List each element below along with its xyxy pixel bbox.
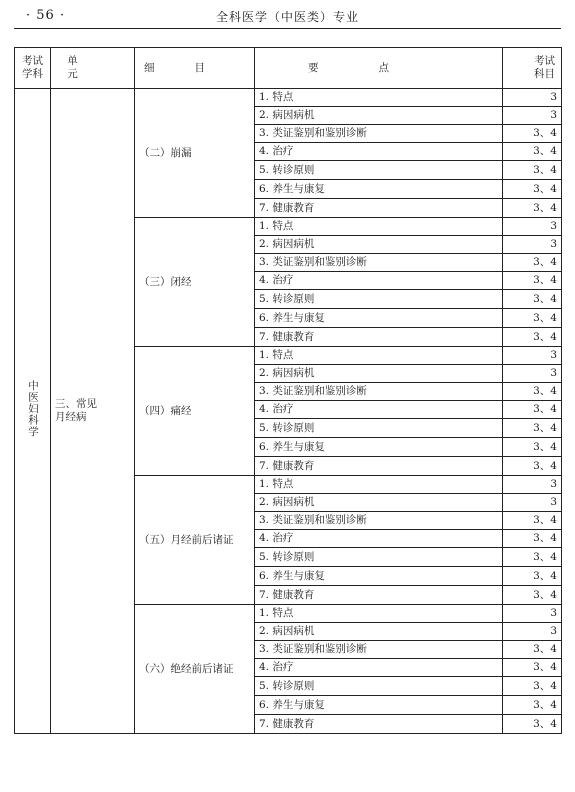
level-cell: 3、4 [503, 272, 562, 290]
point-cell: 4. 治疗 [255, 401, 503, 419]
level-cell: 3、4 [503, 677, 562, 696]
detail-text: （四）痛经 [139, 404, 192, 417]
point-cell: 7. 健康教育 [255, 586, 503, 605]
level-cell: 3、4 [503, 641, 562, 659]
level-cell: 3、4 [503, 715, 562, 734]
subject-text: 中医妇科学 [27, 380, 39, 438]
column-header-detail [135, 48, 255, 89]
detail-cell [135, 218, 255, 347]
point-cell: 5. 转诊原则 [255, 419, 503, 438]
level-cell: 3、4 [503, 586, 562, 605]
level-cell: 3、4 [503, 309, 562, 328]
detail-text: （三）闭经 [139, 275, 192, 288]
detail-cell [135, 476, 255, 605]
level-cell: 3、4 [503, 383, 562, 401]
level-cell: 3、4 [503, 548, 562, 567]
point-cell: 6. 养生与康复 [255, 696, 503, 715]
point-cell: 4. 治疗 [255, 659, 503, 677]
detail-text: （二）崩漏 [139, 146, 192, 159]
level-cell: 3 [503, 218, 562, 236]
header-rule [14, 28, 561, 29]
level-cell: 3、4 [503, 290, 562, 309]
level-cell: 3、4 [503, 419, 562, 438]
detail-text: （五）月经前后诸证 [139, 533, 234, 546]
table-row [15, 89, 562, 107]
level-cell: 3、4 [503, 401, 562, 419]
level-cell: 3、4 [503, 161, 562, 180]
column-header-subject-text: 考试 学科 [22, 55, 43, 80]
level-cell: 3、4 [503, 457, 562, 476]
point-cell: 4. 治疗 [255, 272, 503, 290]
table-body [15, 89, 562, 734]
point-cell: 3. 类证鉴别和鉴别诊断 [255, 254, 503, 272]
point-cell: 1. 特点 [255, 605, 503, 623]
column-header-unit [51, 48, 135, 89]
point-cell: 6. 养生与康复 [255, 438, 503, 457]
point-cell: 2. 病因病机 [255, 107, 503, 125]
level-cell: 3 [503, 605, 562, 623]
level-cell: 3、4 [503, 180, 562, 199]
point-cell: 2. 病因病机 [255, 623, 503, 641]
column-header-level [503, 48, 562, 89]
point-cell: 5. 转诊原则 [255, 161, 503, 180]
level-cell: 3、4 [503, 659, 562, 677]
running-title: 全科医学（中医类）专业 [215, 10, 359, 24]
point-cell: 5. 转诊原则 [255, 290, 503, 309]
level-cell: 3 [503, 347, 562, 365]
table-header-row [15, 48, 562, 89]
column-header-points [255, 48, 503, 89]
point-cell: 6. 养生与康复 [255, 567, 503, 586]
level-cell: 3 [503, 476, 562, 494]
level-cell: 3、4 [503, 696, 562, 715]
syllabus-table [14, 47, 562, 734]
point-cell: 2. 病因病机 [255, 236, 503, 254]
level-cell: 3 [503, 107, 562, 125]
point-cell: 1. 特点 [255, 89, 503, 107]
column-header-points-text: 要点 [308, 61, 449, 74]
level-cell: 3、4 [503, 512, 562, 530]
column-header-unit-text: 单元 [67, 55, 118, 80]
detail-cell [135, 347, 255, 476]
level-cell: 3、4 [503, 254, 562, 272]
point-cell: 1. 特点 [255, 476, 503, 494]
page-header [0, 0, 575, 40]
point-cell: 3. 类证鉴别和鉴别诊断 [255, 512, 503, 530]
point-cell: 5. 转诊原则 [255, 548, 503, 567]
point-cell: 3. 类证鉴别和鉴别诊断 [255, 641, 503, 659]
point-cell: 4. 治疗 [255, 530, 503, 548]
level-cell: 3、4 [503, 143, 562, 161]
point-cell: 2. 病因病机 [255, 494, 503, 512]
point-cell: 6. 养生与康复 [255, 180, 503, 199]
unit-text: 三、常见 月经病 [55, 398, 97, 423]
level-cell: 3 [503, 89, 562, 107]
point-cell: 1. 特点 [255, 218, 503, 236]
point-cell: 7. 健康教育 [255, 328, 503, 347]
page-number: · 56 · [26, 8, 66, 23]
column-header-subject [15, 48, 51, 89]
point-cell: 2. 病因病机 [255, 365, 503, 383]
point-cell: 7. 健康教育 [255, 457, 503, 476]
level-cell: 3、4 [503, 125, 562, 143]
level-cell: 3、4 [503, 567, 562, 586]
level-cell: 3 [503, 236, 562, 254]
point-cell: 1. 特点 [255, 347, 503, 365]
detail-cell [135, 89, 255, 218]
level-cell: 3 [503, 365, 562, 383]
subject-cell [15, 89, 51, 734]
point-cell: 6. 养生与康复 [255, 309, 503, 328]
column-header-level-text: 考试 科目 [534, 55, 555, 80]
column-header-detail-text: 细目 [144, 61, 245, 74]
level-cell: 3 [503, 623, 562, 641]
point-cell: 3. 类证鉴别和鉴别诊断 [255, 125, 503, 143]
point-cell: 3. 类证鉴别和鉴别诊断 [255, 383, 503, 401]
point-cell: 4. 治疗 [255, 143, 503, 161]
unit-cell [51, 89, 135, 734]
level-cell: 3、4 [503, 438, 562, 457]
detail-cell [135, 605, 255, 734]
detail-text: （六）绝经前后诸证 [139, 662, 234, 675]
level-cell: 3、4 [503, 199, 562, 218]
level-cell: 3 [503, 494, 562, 512]
point-cell: 7. 健康教育 [255, 199, 503, 218]
point-cell: 5. 转诊原则 [255, 677, 503, 696]
level-cell: 3、4 [503, 530, 562, 548]
level-cell: 3、4 [503, 328, 562, 347]
point-cell: 7. 健康教育 [255, 715, 503, 734]
